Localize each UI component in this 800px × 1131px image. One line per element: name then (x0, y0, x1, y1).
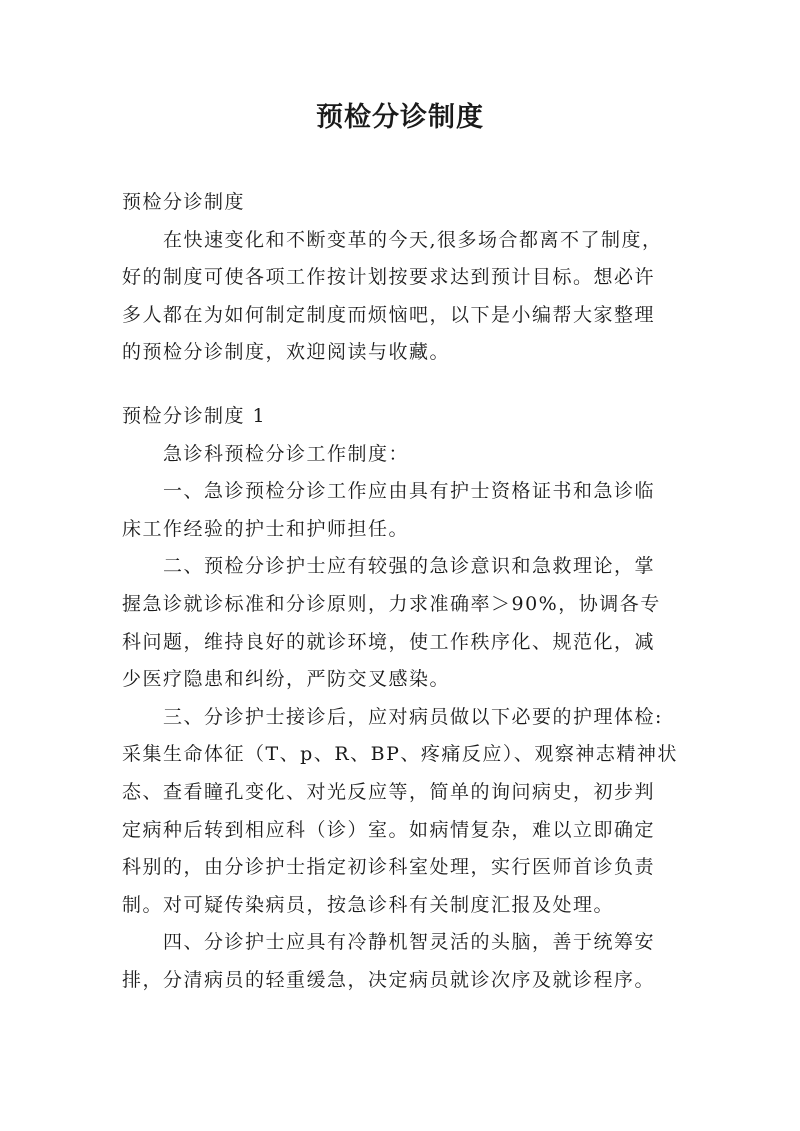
paragraph-line: 床工作经验的护士和护师担任。 (122, 517, 410, 540)
paragraph-line: 制。对可疑传染病员，按急诊科有关制度汇报及处理。 (122, 893, 615, 916)
paragraph-line: 三、分诊护士接诊后，应对病员做以下必要的护理体检: (163, 705, 663, 728)
intro-heading: 预检分诊制度 (122, 191, 246, 213)
intro-line: 在快速变化和不断变革的今天,很多场合都离不了制度， (163, 228, 663, 251)
document-body (122, 184, 692, 999)
paragraph-line: 定病种后转到相应科（诊）室。如病情复杂，难以立即确定 (122, 818, 656, 841)
paragraph-line: 排，分清病员的轻重缓急，决定病员就诊次序及就诊程序。 (122, 968, 656, 991)
paragraph-line: 四、分诊护士应具有冷静机智灵活的头脑，善于统筹安 (163, 931, 656, 954)
paragraph-line: 采集生命体征（T、p、R、BP、疼痛反应）、观察神志精神状 (122, 743, 678, 766)
paragraph-line: 一、急诊预检分诊工作应由具有护士资格证书和急诊临 (163, 480, 656, 503)
document-title: 预检分诊制度 (316, 102, 484, 133)
paragraph-line: 握急诊就诊标准和分诊原则，力求准确率＞90%，协调各专 (122, 592, 661, 615)
paragraph-line: 二、预检分诊护士应有较强的急诊意识和急救理论，掌 (163, 555, 656, 578)
paragraph-gap (122, 372, 692, 398)
section-heading: 预检分诊制度 1 (122, 404, 267, 427)
intro-line: 好的制度可使各项工作按计划按要求达到预计目标。想必许 (122, 266, 656, 289)
intro-line: 的预检分诊制度，欢迎阅读与收藏。 (122, 341, 451, 364)
intro-line: 多人都在为如何制定制度而烦恼吧，以下是小编帮大家整理 (122, 303, 656, 326)
paragraph-line: 科别的，由分诊护士指定初诊科室处理，实行医师首诊负责 (122, 856, 656, 879)
paragraph-line: 少医疗隐患和纠纷，严防交叉感染。 (122, 668, 451, 691)
paragraph-line: 态、查看瞳孔变化、对光反应等，简单的询问病史，初步判 (122, 780, 656, 803)
section-subheading: 急诊科预检分诊工作制度： (163, 442, 410, 465)
paragraph-line: 科问题，维持良好的就诊环境，使工作秩序化、规范化，减 (122, 630, 656, 653)
